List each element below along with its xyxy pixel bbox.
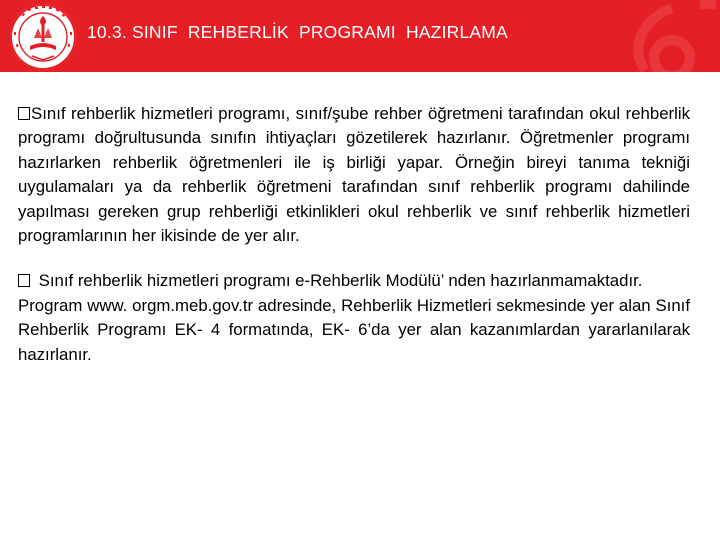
content-area — [18, 102, 690, 367]
square-bullet-icon — [18, 107, 30, 120]
paragraph-2 — [18, 269, 690, 367]
paragraph-1 — [18, 102, 690, 248]
paragraph-2-text-continued: Program www. orgm.meb.gov.tr adresinde, Rehberlik Hizmetleri sekmesinde yer alan Sınıf Rehberlik Programı EK- 4 formatında, EK- 6’da yer alan kazanımlardan yararlanılarak hazırlanır. — [18, 295, 690, 364]
paragraph-1-text: Sınıf rehberlik hizmetleri programı, sınıf/şube rehber öğretmeni tarafından okul rehberlik programı doğrultusunda sınıfın ihtiyaçları gözetilerek hazırlanır. Öğretmenler programı hazırlarken rehberlik öğretmenleri ile iş birliği yapar. Örneğin bireyi tanıma tekniği uygulamaları ya da rehberlik öğretmeni tarafından sınıf rehberlik programı dahilinde yapılması gereken grup rehberliği etkinlikleri okul rehberlik ve sınıf rehberlik hizmetleri programlarının her ikisinde de yer alır. — [18, 104, 690, 246]
square-bullet-icon — [18, 274, 30, 287]
page-title: 10.3. SINIF REHBERLİK PROGRAMI HAZIRLAMA — [87, 22, 508, 42]
ministry-logo-icon — [8, 2, 78, 72]
paragraph-2-text: Sınıf rehberlik hizmetleri programı e-Rehberlik Modülü’ nden hazırlanmamaktadır. — [38, 271, 643, 291]
header-band — [0, 0, 720, 72]
